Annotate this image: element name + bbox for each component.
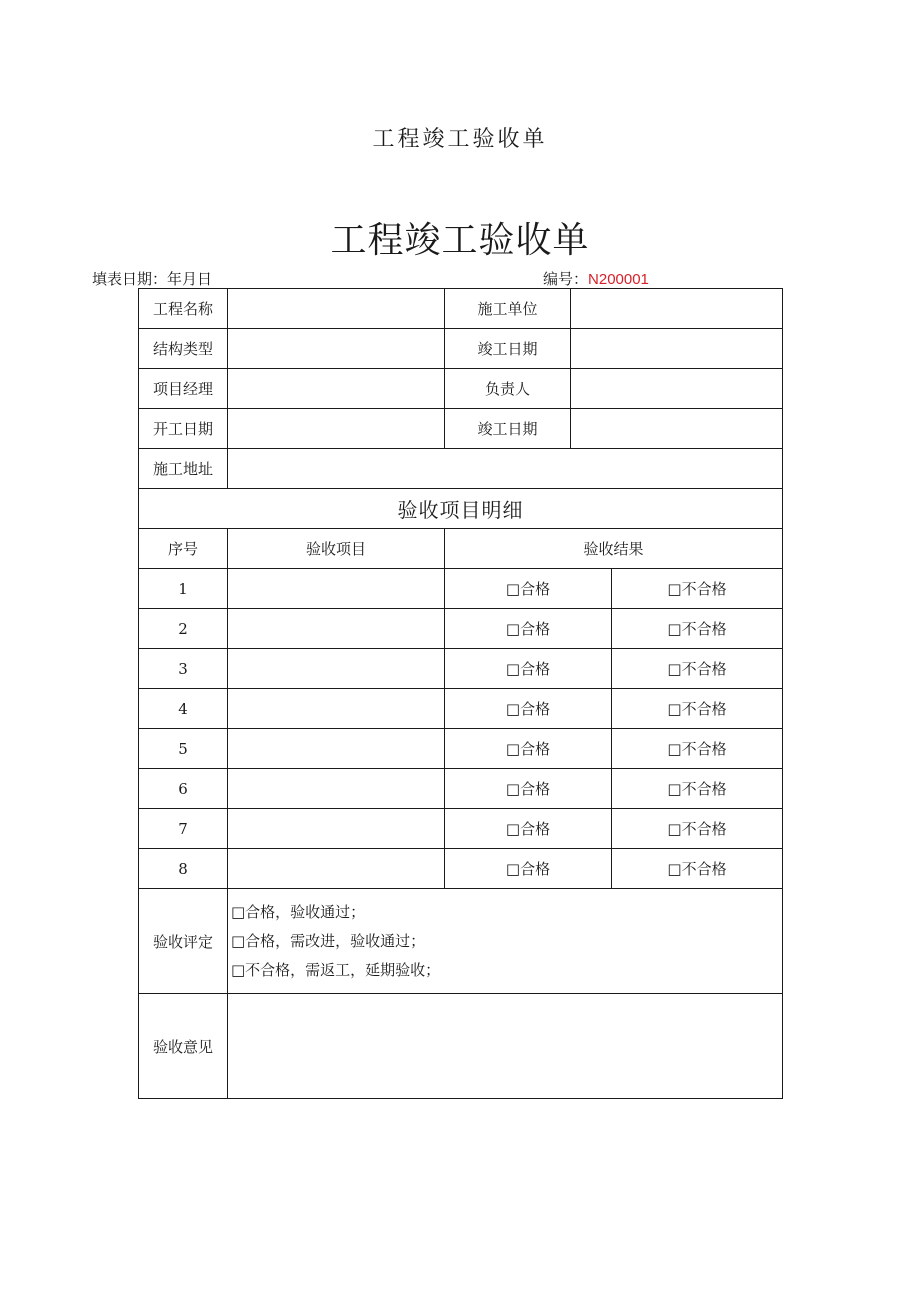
pass-checkbox[interactable]: □合格 [445, 609, 612, 649]
row-seq: 3 [139, 649, 228, 689]
table-row [139, 849, 783, 889]
project-manager-field[interactable] [228, 369, 445, 409]
assessment-option-pass-improve[interactable]: □合格，需改进，验收通过； [231, 931, 426, 950]
construction-unit-field[interactable] [571, 289, 783, 329]
start-date-label: 开工日期 [139, 409, 228, 449]
row-seq: 7 [139, 809, 228, 849]
assessment-row [139, 889, 783, 994]
completion-date-2-field[interactable] [571, 409, 783, 449]
col-seq-header: 序号 [139, 529, 228, 569]
start-date-field[interactable] [228, 409, 445, 449]
pass-checkbox[interactable]: □合格 [445, 649, 612, 689]
detail-header-row [139, 529, 783, 569]
pass-checkbox[interactable]: □合格 [445, 849, 612, 889]
table-row [139, 649, 783, 689]
row-item-field[interactable] [228, 649, 445, 689]
detail-section-title-row [139, 489, 783, 529]
info-row-2 [139, 329, 783, 369]
serial-label: 编号： [543, 270, 589, 288]
col-result-header: 验收结果 [445, 529, 783, 569]
table-row [139, 769, 783, 809]
fail-checkbox[interactable]: □不合格 [612, 809, 783, 849]
row-seq: 5 [139, 729, 228, 769]
acceptance-form-table [138, 288, 783, 1099]
table-row [139, 569, 783, 609]
opinion-field[interactable] [228, 994, 783, 1099]
project-name-label: 工程名称 [139, 289, 228, 329]
row-seq: 6 [139, 769, 228, 809]
structure-type-label: 结构类型 [139, 329, 228, 369]
table-row [139, 689, 783, 729]
fail-checkbox[interactable]: □不合格 [612, 649, 783, 689]
responsible-person-field[interactable] [571, 369, 783, 409]
pass-checkbox[interactable]: □合格 [445, 689, 612, 729]
completion-date-field[interactable] [571, 329, 783, 369]
serial-value: N200001 [588, 271, 649, 288]
fail-checkbox[interactable]: □不合格 [612, 849, 783, 889]
responsible-person-label: 负责人 [445, 369, 571, 409]
page-header-title: 工程竣工验收单 [372, 127, 548, 152]
info-row-5 [139, 449, 783, 489]
pass-checkbox[interactable]: □合格 [445, 729, 612, 769]
opinion-row [139, 994, 783, 1099]
site-address-label: 施工地址 [139, 449, 228, 489]
opinion-label: 验收意见 [139, 994, 228, 1099]
row-seq: 1 [139, 569, 228, 609]
fail-checkbox[interactable]: □不合格 [612, 609, 783, 649]
project-manager-label: 项目经理 [139, 369, 228, 409]
row-item-field[interactable] [228, 809, 445, 849]
row-item-field[interactable] [228, 849, 445, 889]
fail-checkbox[interactable]: □不合格 [612, 769, 783, 809]
fail-checkbox[interactable]: □不合格 [612, 689, 783, 729]
assessment-label: 验收评定 [139, 889, 228, 994]
serial-number [543, 268, 649, 289]
row-item-field[interactable] [228, 769, 445, 809]
completion-date-label: 竣工日期 [445, 329, 571, 369]
site-address-field[interactable] [228, 449, 783, 489]
pass-checkbox[interactable]: □合格 [445, 809, 612, 849]
row-item-field[interactable] [228, 609, 445, 649]
table-row [139, 609, 783, 649]
structure-type-field[interactable] [228, 329, 445, 369]
assessment-options [228, 889, 783, 994]
col-item-header: 验收项目 [228, 529, 445, 569]
info-row-4 [139, 409, 783, 449]
info-row-3 [139, 369, 783, 409]
row-item-field[interactable] [228, 689, 445, 729]
info-row-1 [139, 289, 783, 329]
row-seq: 4 [139, 689, 228, 729]
pass-checkbox[interactable]: □合格 [445, 569, 612, 609]
row-seq: 2 [139, 609, 228, 649]
row-item-field[interactable] [228, 729, 445, 769]
pass-checkbox[interactable]: □合格 [445, 769, 612, 809]
fail-checkbox[interactable]: □不合格 [612, 569, 783, 609]
assessment-option-fail[interactable]: □不合格，需返工，延期验收； [231, 960, 441, 979]
row-item-field[interactable] [228, 569, 445, 609]
project-name-field[interactable] [228, 289, 445, 329]
table-row [139, 809, 783, 849]
row-seq: 8 [139, 849, 228, 889]
completion-date-2-label: 竣工日期 [445, 409, 571, 449]
form-title: 工程竣工验收单 [330, 220, 590, 261]
table-row [139, 729, 783, 769]
fill-date: 填表日期：年月日 [92, 270, 213, 288]
fail-checkbox[interactable]: □不合格 [612, 729, 783, 769]
construction-unit-label: 施工单位 [445, 289, 571, 329]
assessment-option-pass[interactable]: □合格，验收通过； [231, 902, 366, 921]
detail-section-title: 验收项目明细 [139, 489, 783, 529]
